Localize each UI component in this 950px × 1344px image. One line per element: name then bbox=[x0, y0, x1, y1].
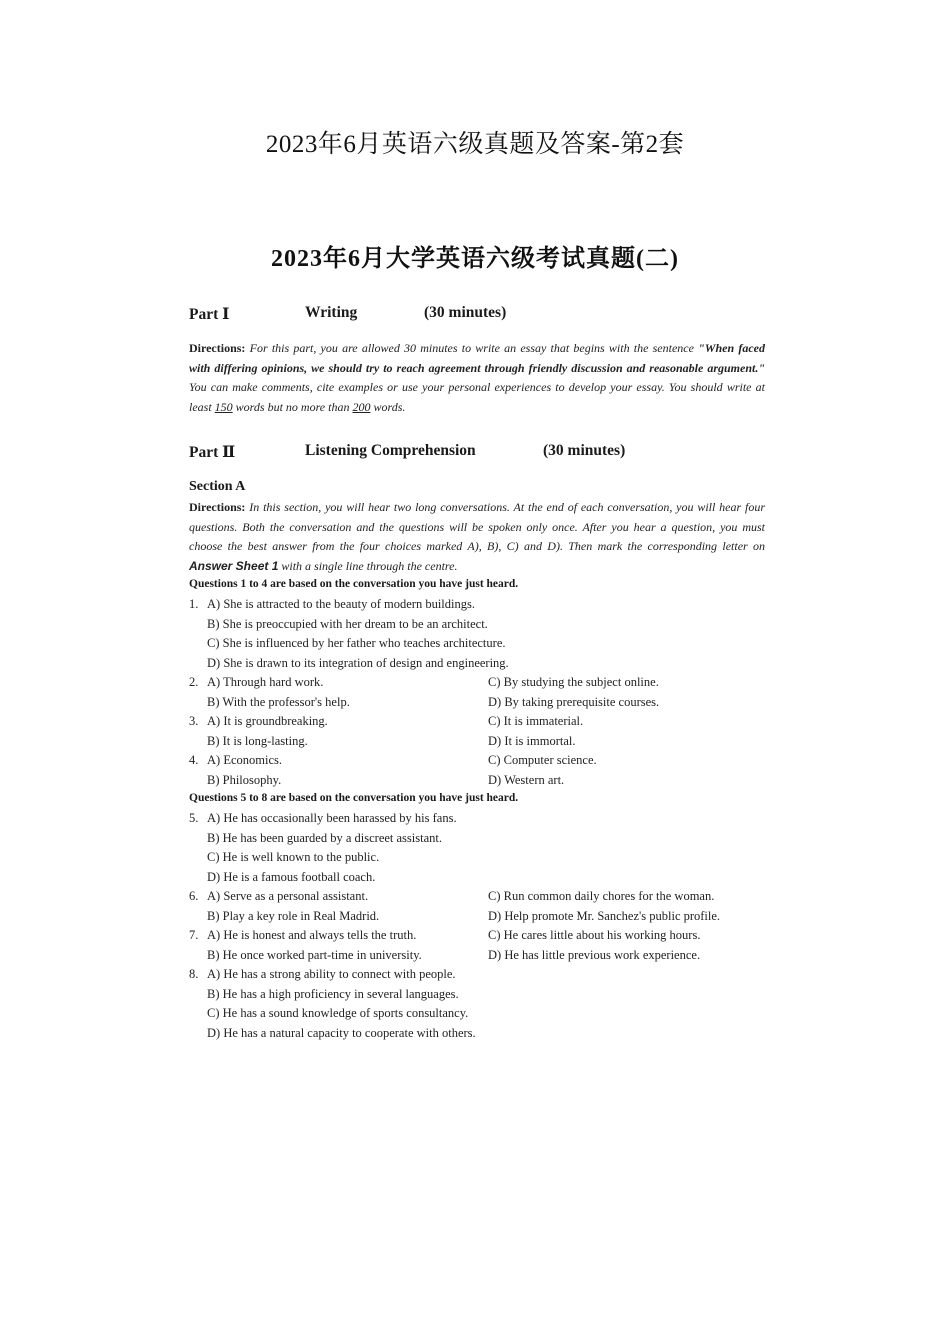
answer-sheet-label: Answer Sheet 1 bbox=[189, 558, 279, 573]
option-a: A) He has occasionally been harassed by his fans. bbox=[207, 811, 457, 825]
document-title: 2023年6月英语六级真题及答案-第2套 bbox=[265, 131, 685, 158]
question-number: 7. bbox=[189, 928, 199, 942]
directions-text: For this part, you are allowed 30 minutes to write an essay that begins with the sentence bbox=[245, 341, 699, 355]
option-b: B) It is long-lasting. bbox=[207, 733, 308, 748]
question-group-heading: Questions 1 to 4 are based on the conversation you have just heard. bbox=[189, 578, 519, 590]
option-c: C) He has a sound knowledge of sports consultancy. bbox=[207, 1006, 469, 1020]
question-number: 4. bbox=[189, 753, 199, 767]
question-number: 5. bbox=[189, 811, 199, 825]
option-c: C) By studying the subject online. bbox=[488, 675, 659, 689]
directions-text: words but no more than bbox=[232, 399, 353, 414]
question-number: 6. bbox=[189, 889, 199, 903]
option-d: D) It is immortal. bbox=[488, 733, 576, 748]
question-number: 8. bbox=[189, 967, 199, 981]
option-c: C) She is influenced by her father who teaches architecture. bbox=[207, 636, 506, 650]
option-c: C) Run common daily chores for the woman. bbox=[488, 889, 715, 903]
option-b: B) He once worked part-time in university. bbox=[207, 947, 422, 962]
min-words: 150 bbox=[214, 399, 233, 414]
question-group-heading: Questions 5 to 8 are based on the conversation you have just heard. bbox=[189, 792, 519, 804]
option-c: C) It is immaterial. bbox=[488, 714, 584, 728]
option-a: A) Economics. bbox=[207, 753, 282, 767]
option-d: D) He is a famous football coach. bbox=[207, 869, 376, 884]
section-a-heading: Section A bbox=[189, 479, 246, 494]
option-b: B) With the professor's help. bbox=[207, 694, 350, 709]
writing-directions bbox=[189, 339, 765, 417]
directions-text: with a single line through the centre. bbox=[278, 558, 458, 573]
directions-text: words. bbox=[370, 399, 406, 414]
option-a: A) Serve as a personal assistant. bbox=[207, 889, 369, 903]
option-d: D) By taking prerequisite courses. bbox=[488, 694, 660, 709]
exam-title: 2023年6月大学英语六级考试真题(二) bbox=[271, 246, 679, 272]
option-d: D) Western art. bbox=[488, 772, 565, 787]
directions-label: Directions: bbox=[189, 341, 246, 355]
option-b: B) He has a high proficiency in several languages. bbox=[207, 986, 459, 1001]
part-2-number: Part Ⅱ bbox=[189, 444, 236, 461]
listening-directions bbox=[189, 498, 765, 576]
option-c: C) He cares little about his working hours. bbox=[488, 928, 701, 942]
question-number: 3. bbox=[189, 714, 199, 728]
part-2-time: (30 minutes) bbox=[543, 442, 626, 459]
option-d: D) He has a natural capacity to cooperate with others. bbox=[207, 1025, 476, 1040]
max-words: 200 bbox=[352, 399, 371, 414]
part-1-name: Writing bbox=[305, 304, 358, 321]
option-a: A) He has a strong ability to connect with people. bbox=[207, 967, 456, 981]
option-d: D) She is drawn to its integration of design and engineering. bbox=[207, 655, 509, 670]
option-b: B) Philosophy. bbox=[207, 772, 282, 787]
directions-label: Directions: bbox=[189, 500, 246, 514]
option-b: B) Play a key role in Real Madrid. bbox=[207, 908, 380, 923]
option-a: A) She is attracted to the beauty of modern buildings. bbox=[207, 597, 475, 611]
option-b: B) He has been guarded by a discreet assistant. bbox=[207, 830, 442, 845]
option-d: D) He has little previous work experience. bbox=[488, 947, 701, 962]
part-1-number: Part Ⅰ bbox=[189, 306, 230, 323]
question-number: 1. bbox=[189, 597, 199, 611]
option-b: B) She is preoccupied with her dream to be an architect. bbox=[207, 616, 488, 631]
directions-text: You can make comments, cite examples or use your personal experiences to develop your essay. You should write at least bbox=[189, 380, 765, 414]
option-c: C) Computer science. bbox=[488, 753, 597, 767]
part-2-name: Listening Comprehension bbox=[305, 442, 476, 459]
option-a: A) Through hard work. bbox=[207, 675, 324, 689]
option-a: A) He is honest and always tells the truth. bbox=[207, 928, 417, 942]
directions-text: In this section, you will hear two long conversations. At the end of each conversation, you will hear four questions. Both the conversation and the questions will be spoken only once. After you hear a question, you must choose the best answer from the four choices marked A), B), C) and D). Then mark the corresponding letter on bbox=[189, 500, 765, 553]
option-d: D) Help promote Mr. Sanchez's public profile. bbox=[488, 908, 721, 923]
essay-prompt: "When faced with differing opinions, we should try to reach agreement through friendly discussion and reasonable argument." bbox=[189, 341, 765, 375]
part-1-time: (30 minutes) bbox=[424, 304, 507, 321]
option-a: A) It is groundbreaking. bbox=[207, 714, 328, 728]
option-c: C) He is well known to the public. bbox=[207, 850, 380, 864]
question-number: 2. bbox=[189, 675, 199, 689]
